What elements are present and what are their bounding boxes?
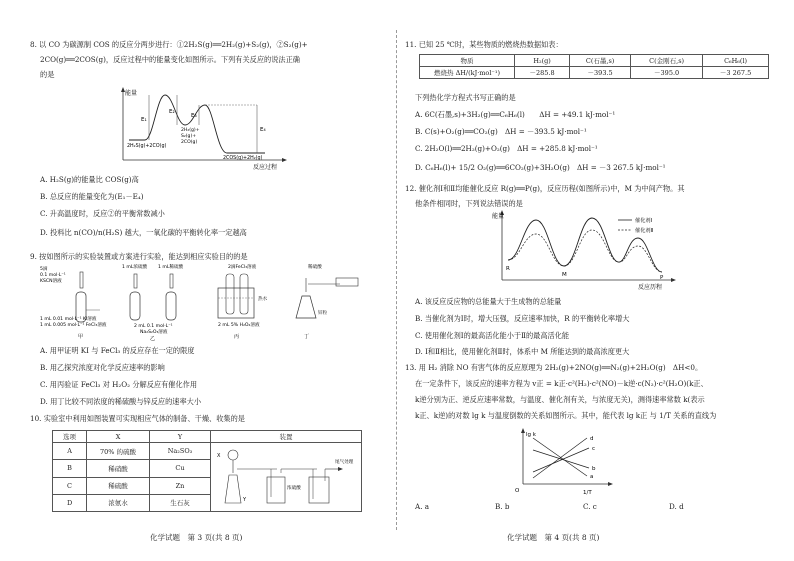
q8-line2: 2CO(g)══2COS(g)，反应过程中的能量变化如图所示。下列有关反应的说法正确 xyxy=(40,55,300,64)
q13-option-a: A. a xyxy=(415,502,430,511)
q10-line1: 10. 实验室中利用如图装置可实现相应气体的制备、干燥、收集的是 xyxy=(30,414,245,423)
q8-mid-label3: 2CO(g) xyxy=(181,140,198,145)
q10-table xyxy=(52,430,362,512)
q9-d-label1: 稀硫酸 xyxy=(308,265,322,270)
q9-option-d: D. 用丁比较不同浓度的稀硫酸与锌反应的速率大小 xyxy=(40,397,202,406)
q10-apparatus-diagram xyxy=(211,443,361,509)
q9-option-a: A. 用甲证明 KI 与 FeCl₃ 的反应存在一定的限度 xyxy=(40,346,195,355)
q10-row-b-x: 稀硝酸 xyxy=(87,460,150,477)
q10-header-x: X xyxy=(87,431,150,443)
q9-label-yi: 乙 xyxy=(150,336,156,342)
q10-row-d-y: 生石灰 xyxy=(150,494,211,511)
q10-row-a-x: 70% 的硫酸 xyxy=(87,443,150,460)
q12-label-p: P xyxy=(660,275,664,281)
q9-label-bing: 丙 xyxy=(234,334,240,340)
q8-ylabel: 能量 xyxy=(125,90,138,97)
q9-a-label5: 1 mL 0.005 mol·L⁻¹ FeCl₃溶液 xyxy=(40,323,107,328)
q9-line1: 9. 按如图所示的实验装置或方案进行实验，能达到相应实验目的的是 xyxy=(30,252,248,261)
q10-row-a-option: A xyxy=(53,443,87,460)
q10-label-y: Y xyxy=(243,497,247,503)
q9-a-label2: 0.1 mol·L⁻¹ xyxy=(40,273,66,278)
q13-line-c: c xyxy=(592,446,596,452)
q8-line3: 的是 xyxy=(40,70,55,79)
q11-line1: 11. 已知 25 ℃时，某些物质的燃烧热数据如表： xyxy=(405,40,563,49)
q8-line1: 8. 以 CO 为碳源制 COS 的反应分两步进行：①2H₂S(g)══2H₂(g)+S₂(g)，②S₂(g)+ xyxy=(30,40,308,49)
q9-a-label4: 1 mL 0.01 mol·L⁻¹ KI溶液 xyxy=(40,317,97,322)
q13-xlabel: 1/T xyxy=(583,490,592,496)
q10-row-d-option: D xyxy=(53,494,87,511)
q12-ylabel: 能量 xyxy=(492,213,505,220)
q11-option-b: B. C(s)+O₂(g)══CO₂(g) ΔH = －393.5 kJ·mol⁻¹ xyxy=(415,127,587,136)
q10-row-c-y: Zn xyxy=(150,477,211,494)
q10-row-c-x: 稀硫酸 xyxy=(87,477,150,494)
footer-right: 化学试题 第 4 页(共 8 页) xyxy=(507,533,600,542)
q8-start-label: 2H₂S(g)+2CO(g) xyxy=(127,144,167,149)
q10-row-b-option: B xyxy=(53,460,87,477)
q8-e4: E₄ xyxy=(260,127,266,133)
q8-energy-diagram xyxy=(105,85,290,171)
q11-value-graphite: －393.5 xyxy=(570,67,631,79)
q10-header-apparatus: 装置 xyxy=(211,431,362,443)
q12-line1: 12. 催化剂Ⅰ和Ⅱ均能催化反应 R(g)══P(g)，反应历程(如图所示)中，M 为中间产物。其 xyxy=(405,184,685,193)
q9-d-label2: 锌粒 xyxy=(318,311,328,316)
q10-row-c-option: C xyxy=(53,477,87,494)
q12-option-b: B. 当催化剂为Ⅰ时，增大压强，反应速率加快，R 的平衡转化率增大 xyxy=(415,314,630,323)
q11-header-benzene: C₆H₆(l) xyxy=(703,55,769,67)
q13-line-d: d xyxy=(590,436,594,442)
q8-option-c: C. 升高温度时，反应②的平衡常数减小 xyxy=(40,209,165,218)
q12-label-m: M xyxy=(562,272,567,278)
q13-origin: O xyxy=(515,488,520,494)
q12-label-r: R xyxy=(506,266,510,272)
q8-option-b: B. 总反应的能量变化为(E₁－E₄) xyxy=(40,192,144,201)
q9-label-jia: 甲 xyxy=(78,334,84,340)
q11-option-c: C. 2H₂O(l)══2H₂(g)+O₂(g) ΔH = +285.8 kJ·mol⁻¹ xyxy=(415,144,598,153)
q9-c-label3: 2 mL 5% H₂O₂溶液 xyxy=(218,323,260,328)
q10-row-b-y: Cu xyxy=(150,460,211,477)
q9-c-label2: 热水 xyxy=(258,297,268,302)
q9-b-label2: 1 mL稀硫酸 xyxy=(158,265,184,270)
q13-line1: 13. 用 H₂ 消除 NO 有害气体的反应原理为 2H₂(g)+2NO(g)══N₂(g)+2H₂O(g) ΔH<0。 xyxy=(405,363,703,372)
q11-header-graphite: C(石墨,s) xyxy=(570,55,631,67)
q12-option-c: C. 使用催化剂Ⅰ的最高活化能小于Ⅱ的最高活化能 xyxy=(415,331,570,340)
q8-mid-label1: 2H₂(g)+ xyxy=(181,128,200,133)
q8-option-d: D. 投料比 n(CO)/n(H₂S) 越大，一氧化碳的平衡转化率一定越高 xyxy=(40,228,247,237)
q11-value-diamond: －395.0 xyxy=(631,67,703,79)
q8-e2: E₂ xyxy=(169,109,175,115)
q11-header-substance: 物质 xyxy=(420,55,515,67)
q11-row-label: 燃烧热 ΔH/(kJ·mol⁻¹) xyxy=(420,67,515,79)
q13-line4: k正、k逆)的对数 lg k 与温度倒数的关系如图所示。其中，能代表 lg k正 与 1/T 关系的直线为 xyxy=(415,411,717,420)
q11-header-diamond: C(金刚石,s) xyxy=(631,55,703,67)
q13-option-b: B. b xyxy=(495,502,510,511)
q9-a-label1: 5滴 xyxy=(40,267,48,272)
q8-e3: E₃ xyxy=(191,113,197,119)
q12-legend-cat2: 催化剂Ⅱ xyxy=(635,228,654,234)
q9-c-label1: 2滴FeCl₃溶液 xyxy=(228,265,257,270)
q12-xlabel: 反应历程 xyxy=(638,284,663,291)
q9-a-label3: KSCN溶液 xyxy=(40,279,62,284)
q8-xlabel: 反应过程 xyxy=(253,164,278,171)
table-row xyxy=(420,67,769,79)
q11-value-h2: －285.8 xyxy=(515,67,570,79)
q9-option-b: B. 用乙探究浓度对化学反应速率的影响 xyxy=(40,363,165,372)
q11-option-d: D. C₆H₆(l)+ 15/2 O₂(g)══6CO₂(g)+3H₂O(g) ΔH = －3 267.5 kJ·mol⁻¹ xyxy=(415,163,666,172)
q13-option-c: C. c xyxy=(583,502,597,511)
q9-apparatus-figure xyxy=(40,262,360,340)
q8-option-a: A. H₂S(g)的能量比 COS(g)高 xyxy=(40,175,139,184)
q12-legend-cat1: 催化剂Ⅰ xyxy=(635,218,653,224)
q8-e1: E₁ xyxy=(141,117,147,123)
q8-end-label: 2COS(g)+2H₂(g) xyxy=(223,156,263,161)
footer-left: 化学试题 第 3 页(共 8 页) xyxy=(150,533,243,542)
right-column xyxy=(397,0,794,561)
q10-row-a-y: Na₂SO₃ xyxy=(150,443,211,460)
q9-option-c: C. 用丙验证 FeCl₃ 对 H₂O₂ 分解反应有催化作用 xyxy=(40,380,198,389)
q13-line-b: b xyxy=(592,466,596,472)
q8-mid-label2: S₂(g)+ xyxy=(181,134,197,139)
q11-header-h2: H₂(g) xyxy=(515,55,570,67)
q10-label-tail: 尾气处理 xyxy=(335,460,354,465)
q13-ylabel: lg k xyxy=(526,432,536,438)
q11-value-benzene: －3 267.5 xyxy=(703,67,769,79)
q13-line3: k逆分别为正、逆反应速率常数，与温度、催化剂有关，与浓度无关)，测得速率常数 k(表示 xyxy=(415,395,705,404)
q11-line2: 下列热化学方程式书写正确的是 xyxy=(415,93,516,102)
q12-option-a: A. 该反应反应物的总能量大于生成物的总能量 xyxy=(415,297,562,306)
q13-line2: 在一定条件下，该反应的速率方程为 v正 = k正·c²(H₂)·c²(NO)－k逆·c(N₂)·c²(H₂O)(k正、 xyxy=(415,379,708,388)
q10-label-x: X xyxy=(217,453,221,459)
q9-b-label1: 1 mL浓硫酸 xyxy=(122,265,148,270)
q10-header-option: 选项 xyxy=(53,431,87,443)
q9-b-label3: 2 mL 0.1 mol·L⁻¹ xyxy=(134,324,173,329)
q10-row-d-x: 浓氨水 xyxy=(87,494,150,511)
q12-energy-diagram xyxy=(492,208,682,290)
q11-table xyxy=(419,54,769,79)
q9-label-ding: 丁 xyxy=(304,334,310,340)
q13-option-d: D. d xyxy=(669,502,684,511)
q12-option-d: D. Ⅰ和Ⅱ相比，使用催化剂Ⅱ时，体系中 M 所能达到的最高浓度更大 xyxy=(415,347,630,356)
q9-b-label4: Na₂S₂O₃溶液 xyxy=(140,330,168,335)
q12-line2: 他条件相同时，下列说法错误的是 xyxy=(415,199,523,208)
q11-option-a: A. 6C(石墨,s)+3H₂(g)══C₆H₆(l) ΔH = +49.1 kJ·mol⁻¹ xyxy=(415,110,616,119)
q10-header-y: Y xyxy=(150,431,211,443)
q10-label-dryer: 浓硫酸 xyxy=(287,486,301,491)
q10-apparatus-cell xyxy=(211,443,362,512)
table-row xyxy=(53,443,362,460)
q13-line-a: a xyxy=(590,474,594,480)
q13-lgk-graph xyxy=(507,428,617,498)
